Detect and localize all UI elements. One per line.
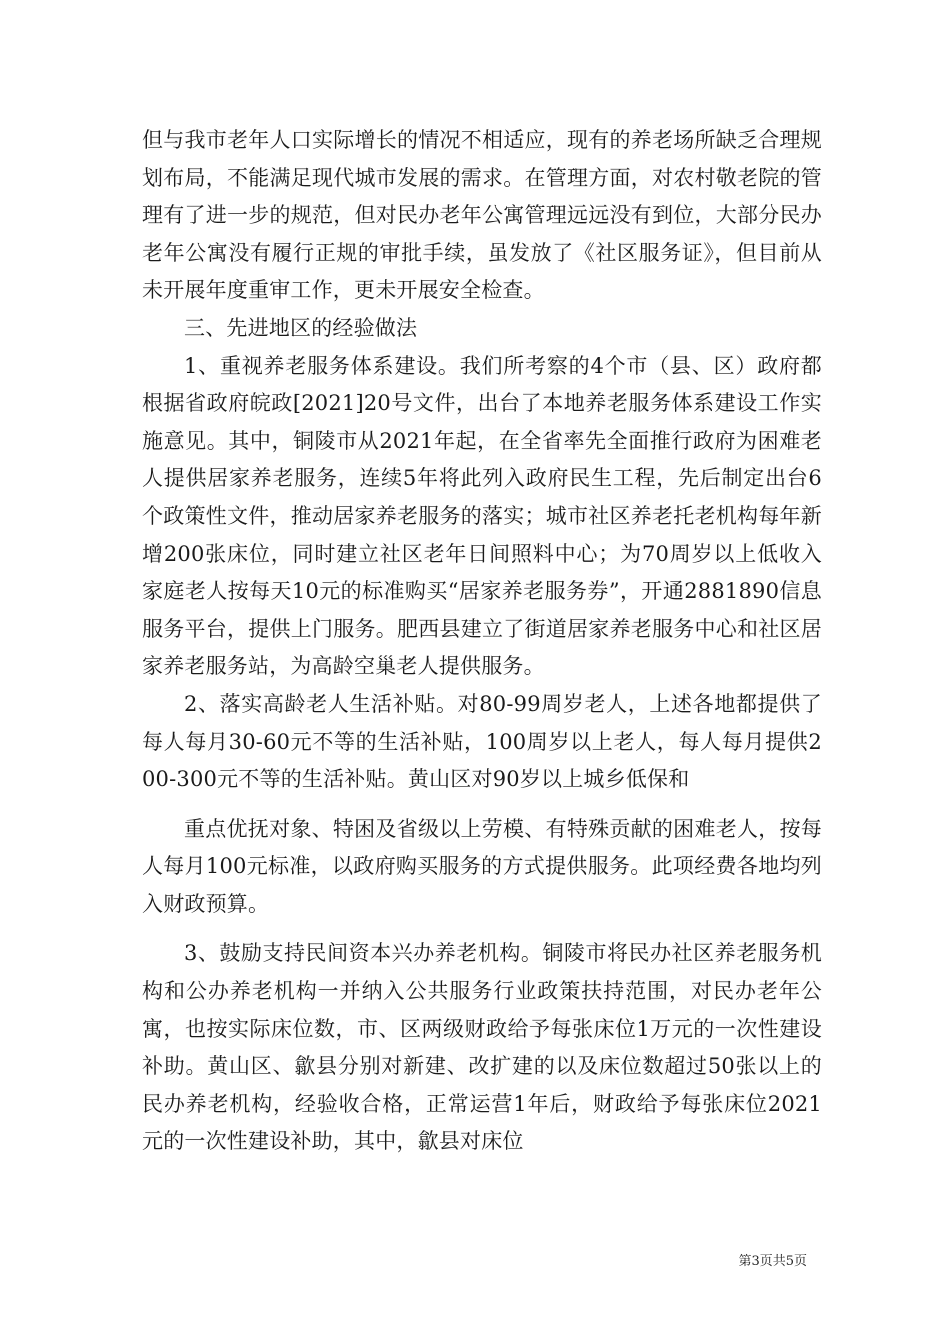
document-body [142,122,822,1161]
paragraph-item-2-continued: 重点优抚对象、特困及省级以上劳模、有特殊贡献的困难老人，按每人每月100元标准，以政府购买服务的方式提供服务。此项经费各地均列入财政预算。 [142,816,822,916]
page-number: 第3页共5页 [738,1254,807,1269]
section-heading: 三、先进地区的经验做法 [184,315,418,340]
paragraph-item-2: 2、落实高龄老人生活补贴。对80-99周岁老人，上述各地都提供了每人每月30-60元不等的生活补贴，100周岁以上老人，每人每月提供200-300元不等的生活补贴。黄山区对90岁以上城乡低保和 [142,691,822,792]
paragraph-continuation: 但与我市老年人口实际增长的情况不相适应，现有的养老场所缺乏合理规划布局，不能满足现代城市发展的需求。在管理方面，对农村敬老院的管理有了进一步的规范，但对民办老年公寓管理远远没有到位，大部分民办老年公寓没有履行正规的审批手续，虽发放了《社区服务证》，但目前从未开展年度重审工作，更未开展安全检查。 [142,128,822,303]
paragraph-item-1: 1、重视养老服务体系建设。我们所考察的4个市（县、区）政府都根据省政府皖政[2021]20号文件，出台了本地养老服务体系建设工作实施意见。其中，铜陵市从2021年起，在全省率先全面推行政府为困难老人提供居家养老服务，连续5年将此列入政府民生工程，先后制定出台6个政策性文件，推动居家养老服务的落实；城市社区养老托老机构每年新增200张床位，同时建立社区老年日间照料中心；为70周岁以上低收入家庭老人按每天10元的标准购买“居家养老服务券”，开通2881890信息服务平台，提供上门服务。肥西县建立了街道居家养老服务中心和社区居家养老服务站，为高龄空巢老人提供服务。 [142,353,822,679]
paragraph-item-3: 3、鼓励支持民间资本兴办养老机构。铜陵市将民办社区养老服务机构和公办养老机构一并纳入公共服务行业政策扶持范围，对民办老年公寓，也按实际床位数，市、区两级财政给予每张床位1万元的一次性建设补助。黄山区、歙县分别对新建、改扩建的以及床位数超过50张以上的民办养老机构，经验收合格，正常运营1年后，财政给予每张床位2021元的一次性建设补助，其中，歙县对床位 [142,941,822,1154]
